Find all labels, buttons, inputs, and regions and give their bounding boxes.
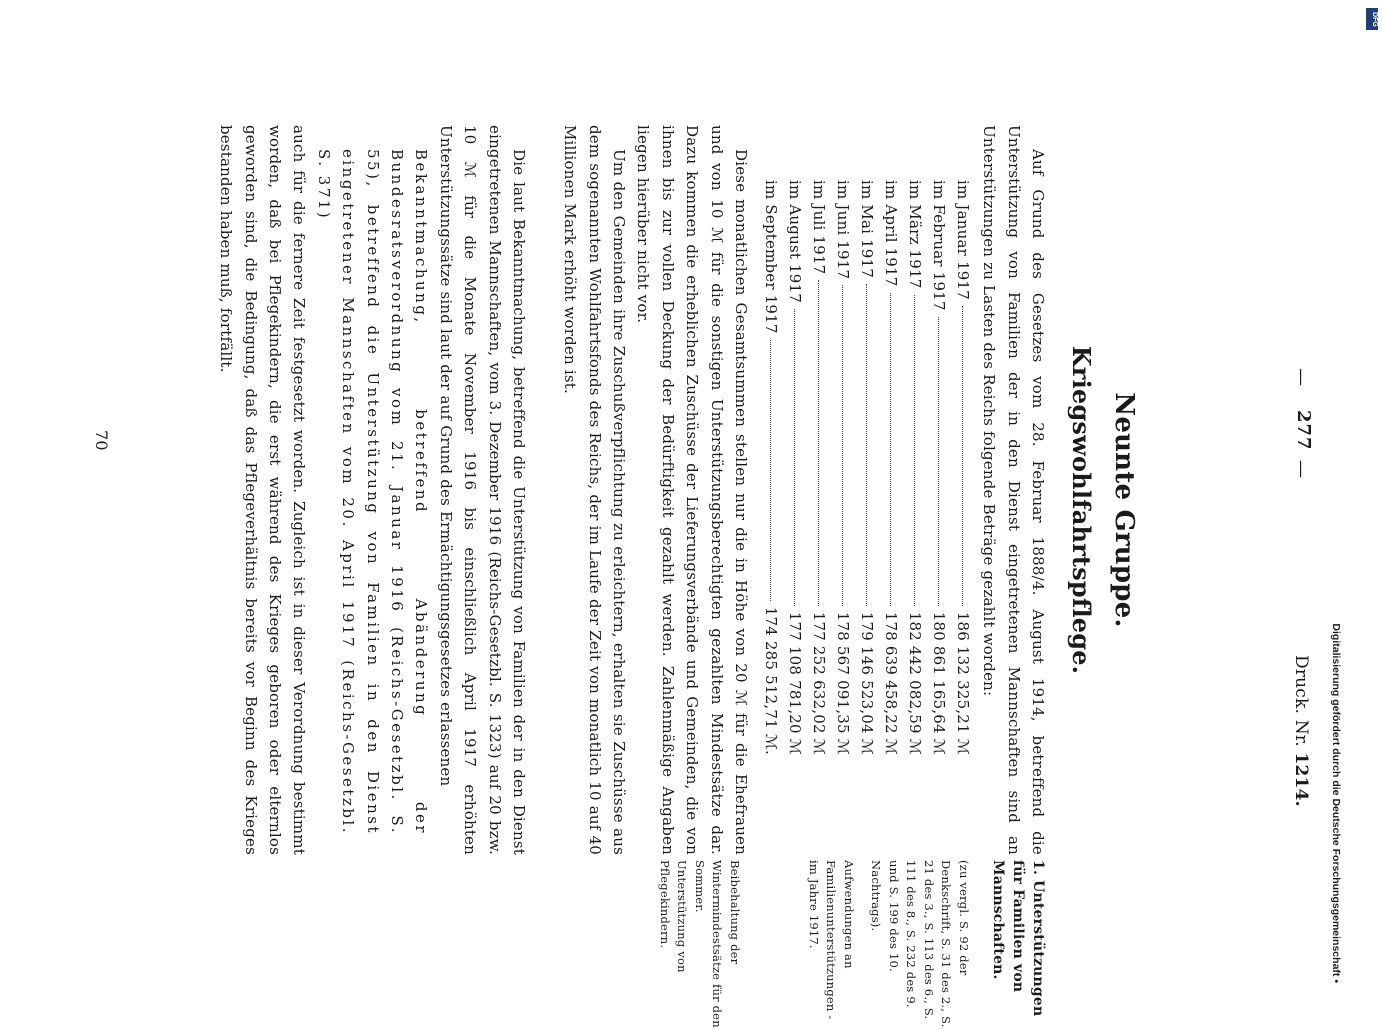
paragraph-intro <box>977 125 1050 855</box>
sidebar-item1-heading: 1. Unterstützungen für Familien von Mannschaften. <box>990 860 1046 1017</box>
page-number: 277 <box>1293 410 1314 451</box>
payment-month: im Januar 1917 <box>954 180 972 300</box>
payment-amount: 177 108 781,20 ℳ <box>786 611 804 755</box>
list-item <box>807 180 831 755</box>
druck-label-text: Druck. Nr. <box>1291 655 1311 747</box>
list-item <box>855 180 879 755</box>
payment-amount: 186 132 325,21 ℳ <box>954 611 972 755</box>
payment-month: im Juli 1917 <box>810 180 828 275</box>
section-title: Kriegswohlfahrtspflege. <box>1067 345 1096 675</box>
payment-month: im Juni 1917 <box>834 180 852 280</box>
list-item <box>951 180 975 755</box>
payment-month: im April 1917 <box>882 180 900 287</box>
paragraph-wohlfahrtsfonds-text: Um den Gemeinden ihre Zuschußverpflichtung zu erleichtern, erhalten sie Zuschüsse aus dem sogenannten Wohlfahrtsfonds des Reichs, der im Laufe der Zeit von monatlich 10 auf 40 Millionen Mark erhöht worden ist. <box>561 125 628 855</box>
header-dash-left: — <box>1291 368 1312 387</box>
paragraph-mindestsaetze <box>558 125 753 855</box>
paragraph-verordnung-text: Bekanntmachung, betreffend Abänderung der Bundesratsverordnung vom 21. Januar 1916 (Reichs-Gesetzbl. S. 55), betreffend die Unterstützung von Familien in den Dienst eingetretener Mannschaften vom 20. April 1917 (Reichs-Gesetzbl. S. 371) <box>314 149 431 835</box>
list-item <box>879 180 903 755</box>
druck-label <box>1289 655 1313 807</box>
sidebar-block-1 <box>805 860 1049 1030</box>
druck-number: 1214. <box>1291 752 1311 807</box>
list-item <box>903 180 927 755</box>
group-title: Neunte Gruppe. <box>1109 392 1139 628</box>
payment-amount: 174 285 512,71 ℳ. <box>762 606 780 755</box>
sidebar-item2-note2: Unterstützung von Pflegekindern. <box>658 860 690 973</box>
payment-month: im September 1917 <box>762 180 780 334</box>
paragraph-bekanntmachung-text: Die laut Bekanntmachung, betreffend die Unterstützung von Familien der in den Dienst eingetretenen Mannschaften, vom 3. Dezember 1916 (Reichs-Gesetzbl. S. 1323) auf 20 bzw. 10 ℳ für die Monate November 1916 bis einschließlich April 1917 erhöhten Unterstützungssätze sind laut der auf Grund des Ermächtigungsgesetzes erlassenen <box>436 125 528 855</box>
paragraph-intro-text: Auf Grund des Gesetzes vom 28. Februar 1888/4. August 1914, betreffend die Unterstützung von Familien der in den Dienst eingetretenen Mannschaften sind an Unterstützungen zu Lasten des Reichs folgende Beträge gezahlt worden: <box>980 125 1047 855</box>
sidebar-item1-ref: (zu vergl. S. 92 der Denkschrift, S. 31 des 2., S. 21 des 3., S. 113 des 6., S. 111 des 8., S. 232 des 9. und S. 199 des 10. Nachtrags). <box>869 860 971 1028</box>
digitization-text: Digitalisierung gefördert durch die Deutsche Forschungsgemeinschaft • <box>1330 623 1342 983</box>
payment-amount: 178 567 091,35 ℳ <box>834 611 852 755</box>
payment-amount: 178 639 458,22 ℳ <box>882 611 900 755</box>
list-item <box>927 180 951 755</box>
payment-amount: 180 861 165,64 ℳ <box>930 611 948 755</box>
footer-number: 70 <box>92 430 111 451</box>
payment-amount: 177 252 632,02 ℳ <box>810 611 828 755</box>
digitization-note <box>1328 8 1342 994</box>
sidebar-block-2 <box>656 860 744 1030</box>
list-item <box>783 180 807 755</box>
sidebar-item1-note: Aufwendungen an Familienunterstützungen - im Jahre 1917. <box>807 860 856 1020</box>
paragraph-mindestsaetze-text: Diese monatlichen Gesamtsummen stellen nur die in Höhe von 20 ℳ für die Ehefrauen und von 10 ℳ für die sonstigen Unterstützungsberechtigten gezahlten Mindestsätze dar. Dazu kommen die erheblichen Zuschüsse der Lieferungsverbände und Gemeinden, die von ihnen bis zur vollen Deckung der Bedürftigkeit gezahlt werden. Zahlenmäßige Angaben liegen hierüber nicht vor. <box>634 125 750 855</box>
paragraph-bekanntmachung <box>214 125 531 855</box>
list-item <box>831 180 855 755</box>
payment-amount: 182 442 082,59 ℳ <box>906 611 924 755</box>
payment-amount: 179 146 523,04 ℳ <box>858 611 876 755</box>
list-item <box>759 180 783 755</box>
sidebar-item2-note1: Beibehaltung der Wintermindestsätze für den Sommer. <box>693 860 742 1028</box>
payment-month: im März 1917 <box>906 180 924 289</box>
document-page <box>61 50 1321 1028</box>
header-dash-right: — <box>1291 460 1312 479</box>
payment-month: im August 1917 <box>786 180 804 304</box>
payment-month: im Februar 1917 <box>930 180 948 311</box>
paragraph-pflegekinder-text: auch für die fernere Zeit festgesetzt worden. Zugleich ist in dieser Verordnung bestimmt worden, daß bei Pflegekindern, die erst während des Krieges geboren oder elternlos geworden sind, die Bedingung, daß das Pflegeverhältnis bereits vor Beginn des Krieges bestanden haben muß, fortfällt. <box>217 125 309 855</box>
dfg-logo: DFG <box>1366 8 1378 30</box>
payment-month: im Mai 1917 <box>858 180 876 279</box>
